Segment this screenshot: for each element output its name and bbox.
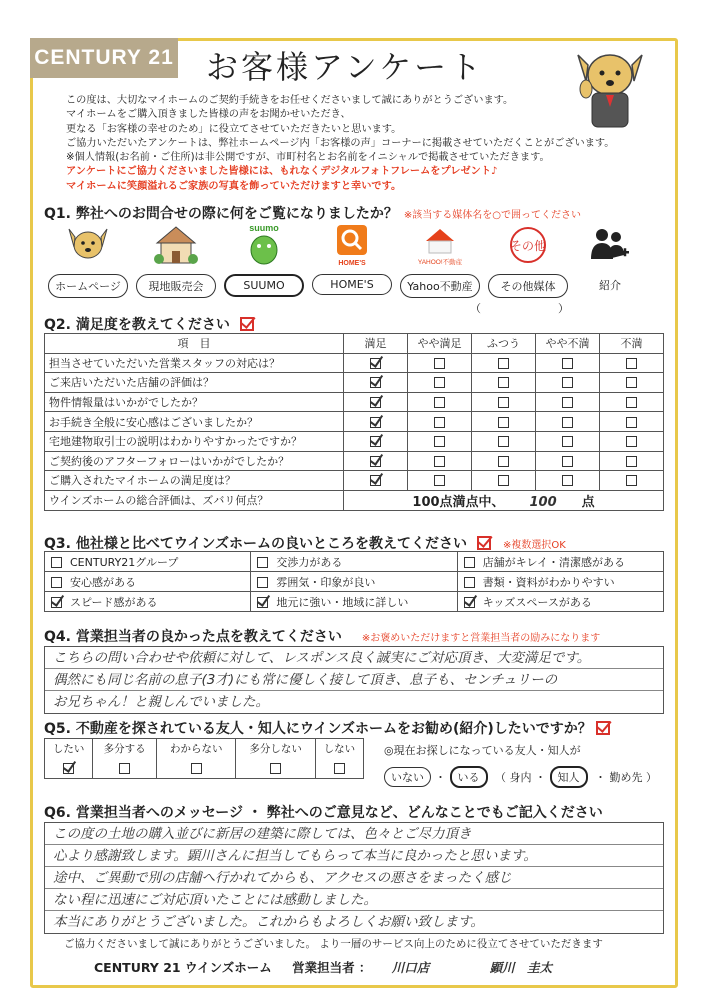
advantage-option[interactable] [251, 572, 457, 592]
checkbox[interactable] [498, 358, 509, 369]
recommend-option-cell [45, 759, 93, 779]
footer-staff-label: 営業担当者 ： [292, 960, 372, 975]
satisfaction-item-label: ご来店いただいた店舗の評価は？ [45, 373, 344, 393]
checkbox[interactable] [498, 417, 509, 428]
media-homes[interactable] [312, 222, 392, 295]
checkbox[interactable] [434, 456, 445, 467]
media-label: HOME'S [312, 274, 392, 295]
q6-answer-line: ない程に迅速にご対応頂いたことには感動しました。 [45, 889, 663, 911]
checkbox[interactable] [434, 475, 445, 486]
advantage-label: CENTURY21グループ [70, 555, 179, 569]
recommend-option-label: 多分しない [236, 739, 315, 759]
advantage-label: 地元に強い・地域に詳しい [276, 595, 409, 609]
media-other[interactable] [488, 222, 568, 298]
satisfaction-cell [600, 392, 664, 412]
homes-logo-text: HOME'S [338, 260, 366, 267]
media-label: SUUMO [224, 274, 304, 297]
checkbox[interactable] [434, 358, 445, 369]
checkbox[interactable] [370, 377, 381, 388]
checkbox[interactable] [464, 577, 475, 588]
checkbox[interactable] [562, 397, 573, 408]
checkbox[interactable] [51, 557, 62, 568]
checkbox[interactable] [626, 417, 637, 428]
q4-answer-line: こちらの問い合わせや依頼に対して、レスポンス良く誠実にご対応頂き、大変満足です。 [45, 647, 663, 669]
advantages-row [45, 552, 664, 572]
recommend-option-label: したい [45, 739, 93, 759]
checkbox[interactable] [257, 577, 268, 588]
checkbox[interactable] [434, 436, 445, 447]
checkbox[interactable] [626, 358, 637, 369]
recommend-option-cell [157, 759, 236, 779]
checkbox[interactable] [434, 417, 445, 428]
intro-present-line: アンケートにご協力くださいました皆様には、もれなくデジタルフォトフレームをプレゼント♪ [66, 166, 498, 178]
q4-answer-box[interactable] [44, 646, 664, 714]
media-suumo[interactable] [224, 222, 304, 297]
q6-answer-line: この度の土地の購入並びに新居の建築に際しては、色々とご尽力頂き [45, 823, 663, 845]
intro-line: 更なる「お客様の幸せのため」に役立てさせていただきたいと思います。 [66, 123, 402, 135]
yahoo-icon [417, 223, 463, 267]
q5-heading-text: Q5. 不動産を探されている友人・知人にウインズホームをお勧め(紹介)したいですか？ [44, 721, 592, 737]
house-icon [153, 223, 199, 267]
column-header: ふつう [472, 334, 536, 354]
advantages-table [44, 551, 664, 612]
recommend-option-cell [315, 759, 363, 779]
checkbox[interactable] [562, 456, 573, 467]
satisfaction-item-label: 宅地建物取引士の説明はわかりやすかったですか？ [45, 431, 344, 451]
other-icon [506, 223, 550, 267]
satisfaction-item-label: ご購入されたマイホームの満足度は？ [45, 471, 344, 491]
suumo-icon [241, 222, 287, 268]
referral-icon [588, 223, 632, 267]
intro-line: この度は、大切なマイホームのご契約手続きをお任せくださいまして誠にありがとうございます。 [66, 95, 514, 106]
satisfaction-cell [536, 373, 600, 393]
column-header: 不満 [600, 334, 664, 354]
satisfaction-cell [472, 451, 536, 471]
checkbox[interactable] [626, 397, 637, 408]
q6-heading [44, 802, 603, 822]
checkbox[interactable] [370, 358, 381, 369]
satisfaction-cell [536, 431, 600, 451]
recommend-option-cell [236, 759, 315, 779]
intro-present-line: マイホームに笑顔溢れるご家族の写真を飾っていただけますと幸いです。 [66, 180, 402, 192]
century21-logo: CENTURY 21 [30, 38, 178, 78]
q4-answer-line: お兄ちゃん！と親しんでいました。 [53, 694, 269, 710]
column-header: 項 目 [45, 334, 344, 354]
satisfaction-cell [472, 412, 536, 432]
checkbox[interactable] [562, 475, 573, 486]
satisfaction-cell [344, 431, 408, 451]
checkbox[interactable] [119, 763, 130, 774]
satisfaction-row [45, 471, 664, 491]
satisfaction-cell [536, 471, 600, 491]
checkbox[interactable] [562, 436, 573, 447]
q3-note: ※複数選択OK [503, 540, 566, 551]
checkbox[interactable] [498, 397, 509, 408]
advantage-option[interactable] [457, 552, 663, 572]
total-score-label: ウインズホームの総合評価は、ズバリ何点？ [45, 490, 344, 510]
checkbox[interactable] [370, 475, 381, 486]
advantage-option[interactable] [45, 552, 251, 572]
media-label: その他媒体 [488, 274, 568, 298]
recommend-option-label: 多分する [93, 739, 157, 759]
advantage-option[interactable] [251, 552, 457, 572]
satisfaction-cell [344, 471, 408, 491]
satisfaction-cell [600, 451, 664, 471]
q2-heading [44, 314, 254, 334]
media-label: 現地販売会 [136, 274, 216, 298]
satisfaction-cell [408, 373, 472, 393]
footer-staff-name: 顕川 圭太 [489, 960, 553, 975]
satisfaction-cell [408, 353, 472, 373]
satisfaction-item-label: お手続き全般に安心感はございましたか？ [45, 412, 344, 432]
satisfaction-cell [472, 431, 536, 451]
column-header: 満足 [344, 334, 408, 354]
advantage-option[interactable] [251, 592, 457, 612]
checkbox[interactable] [626, 436, 637, 447]
checkbox[interactable] [498, 475, 509, 486]
advantages-row [45, 572, 664, 592]
satisfaction-cell [600, 412, 664, 432]
q5-friend-status: ◎現在お探しになっている友人・知人が いない ・ いる （ 身内 ・ 知人 ・ 勤め先 ） [384, 742, 657, 788]
satisfaction-cell [408, 451, 472, 471]
checkbox[interactable] [257, 557, 268, 568]
intro-line: ご協力いただいたアンケートは、弊社ホームページ内「お客様の声」コーナーに掲載させていただくことがございます。 [66, 137, 615, 149]
satisfaction-cell [600, 373, 664, 393]
q2-heading-text: Q2. 満足度を教えてください [44, 317, 230, 333]
satisfaction-cell [472, 353, 536, 373]
pill-yes[interactable]: いる [450, 766, 488, 788]
intro-text [66, 94, 615, 194]
satisfaction-cell [344, 373, 408, 393]
satisfaction-row [45, 431, 664, 451]
satisfaction-cell [536, 353, 600, 373]
satisfaction-row [45, 451, 664, 471]
advantage-option[interactable] [457, 592, 663, 612]
checkbox[interactable] [370, 456, 381, 467]
column-header: やや不満 [536, 334, 600, 354]
recommend-option-cell [93, 759, 157, 779]
checkbox[interactable] [270, 763, 281, 774]
red-check-icon [477, 536, 491, 550]
checkbox[interactable] [434, 397, 445, 408]
red-check-icon [240, 317, 254, 331]
advantage-label: 書類・資料がわかりやすい [482, 575, 615, 589]
footer [94, 958, 568, 976]
q3-heading-text: Q3. 他社様と比べてウインズホームの良いところを教えてください [44, 536, 467, 552]
other-media-paren: （ ） [470, 302, 569, 315]
advantage-option[interactable] [45, 592, 251, 612]
checkbox[interactable] [370, 436, 381, 447]
media-options [40, 222, 640, 297]
checkbox[interactable] [464, 597, 475, 608]
satisfaction-cell [536, 392, 600, 412]
satisfaction-item-label: ご契約後のアフターフォローはいかがでしたか？ [45, 451, 344, 471]
media-homepage[interactable] [48, 222, 128, 298]
q3-heading [44, 533, 566, 553]
satisfaction-row [45, 392, 664, 412]
satisfaction-cell [408, 392, 472, 412]
checkbox[interactable] [562, 358, 573, 369]
total-score-cell [344, 490, 664, 510]
advantage-label: 安心感がある [70, 575, 136, 589]
recommend-option-label: わからない [157, 739, 236, 759]
satisfaction-cell [600, 471, 664, 491]
satisfaction-row [45, 412, 664, 432]
satisfaction-cell [344, 412, 408, 432]
checkbox[interactable] [191, 763, 202, 774]
advantage-label: キッズスペースがある [482, 595, 592, 609]
checkbox[interactable] [370, 397, 381, 408]
q6-answer-box[interactable] [44, 822, 664, 934]
recommend-table [44, 738, 364, 779]
satisfaction-cell [344, 392, 408, 412]
advantage-option[interactable] [457, 572, 663, 592]
satisfaction-cell [344, 353, 408, 373]
mascot-icon [66, 223, 110, 267]
advantage-option[interactable] [45, 572, 251, 592]
checkbox[interactable] [434, 377, 445, 388]
column-header: やや満足 [408, 334, 472, 354]
media-label: 紹介 [570, 274, 650, 296]
relation-acquaintance[interactable]: 知人 [550, 766, 588, 788]
satisfaction-cell [600, 431, 664, 451]
media-label: Yahoo不動産 [400, 274, 480, 298]
total-score-value[interactable]: 100 [529, 494, 557, 510]
q1-heading-text: Q1. 弊社へのお問合せの際に何をご覧になりましたか？ [44, 206, 398, 222]
advantage-label: 店舗がキレイ・清潔感がある [482, 555, 625, 569]
checkbox[interactable] [257, 597, 268, 608]
q1-note: ※該当する媒体名を○で囲ってください [403, 210, 581, 221]
advantage-label: 交渉力がある [276, 555, 343, 569]
footer-thanks: ご協力くださいまして誠にありがとうございました。 より一層のサービス向上のために役立てさせていただきます [64, 938, 603, 950]
suumo-logo-text: suumo [249, 223, 279, 233]
satisfaction-cell [472, 392, 536, 412]
red-check-icon [596, 721, 610, 735]
advantage-label: 雰囲気・印象が良い [276, 575, 376, 589]
checkbox[interactable] [51, 577, 62, 588]
checkbox[interactable] [334, 763, 345, 774]
page-title: お客様アンケート [206, 48, 485, 86]
checkbox[interactable] [370, 417, 381, 428]
media-label: ホームページ [48, 274, 128, 298]
pill-none[interactable]: いない [384, 767, 431, 787]
relation-close: ・ 勤め先 ） [595, 771, 657, 784]
relation-open: （ 身内 ・ [495, 771, 546, 784]
satisfaction-item-label: 物件情報量はいかがでしたか？ [45, 392, 344, 412]
checkbox[interactable] [562, 417, 573, 428]
media-open-house[interactable] [136, 222, 216, 298]
q4-answer-line: 偶然にも同じ名前の息子(3才)にも常に優しく接して頂き、息子も、センチュリーの [45, 669, 663, 691]
satisfaction-cell [408, 471, 472, 491]
media-yahoo[interactable] [400, 222, 480, 298]
footer-branch: 川口店 [391, 960, 430, 975]
total-score-prefix: 100点満点中、 [412, 494, 505, 510]
satisfaction-row [45, 353, 664, 373]
checkbox[interactable] [51, 597, 62, 608]
satisfaction-cell [408, 412, 472, 432]
checkbox[interactable] [63, 763, 74, 774]
intro-line: マイホームをご購入頂きました皆様の声をお聞かせいただき、 [66, 109, 351, 121]
intro-line: ※個人情報(お名前・ご住所)は非公開ですが、市町村名とお名前をイニシャルで掲載させていただきます。 [66, 152, 550, 164]
checkbox[interactable] [498, 456, 509, 467]
q1-heading [44, 203, 581, 223]
checkbox[interactable] [464, 557, 475, 568]
q5-heading [44, 718, 610, 738]
satisfaction-cell [408, 431, 472, 451]
q6-heading-text: Q6. 営業担当者へのメッセージ ・ 弊社へのご意見など、どんなことでもご記入ください [44, 805, 603, 821]
q4-note: ※お褒めいただけますと営業担当者の励みになります [361, 633, 601, 644]
satisfaction-cell [600, 353, 664, 373]
satisfaction-table [44, 333, 664, 511]
q5-side-label: ◎現在お探しになっている友人・知人が [384, 744, 581, 757]
satisfaction-cell [472, 373, 536, 393]
q4-heading-text: Q4. 営業担当者の良かった点を教えてください [44, 629, 342, 645]
recommend-option-label: しない [315, 739, 363, 759]
satisfaction-cell [472, 471, 536, 491]
satisfaction-item-label: 担当させていただいた営業スタッフの対応は？ [45, 353, 344, 373]
q6-answer-line: 心より感謝致します。顕川さんに担当してもらって本当に良かったと思います。 [45, 845, 663, 867]
checkbox[interactable] [498, 436, 509, 447]
satisfaction-cell [536, 412, 600, 432]
advantages-row [45, 592, 664, 612]
q6-answer-line: 途中、ご異動で別の店舗へ行かれてからも、アクセスの悪さをまったく感じ [45, 867, 663, 889]
satisfaction-row [45, 373, 664, 393]
q4-heading [44, 626, 600, 646]
satisfaction-cell [344, 451, 408, 471]
checkbox[interactable] [626, 456, 637, 467]
checkbox[interactable] [626, 377, 637, 388]
total-score-suffix: 点 [581, 494, 595, 510]
checkbox[interactable] [562, 377, 573, 388]
checkbox[interactable] [626, 475, 637, 486]
media-referral[interactable] [570, 222, 650, 296]
homes-icon [331, 223, 373, 267]
footer-company: CENTURY 21 ウインズホーム [94, 960, 272, 975]
yahoo-logo-text: YAHOO!不動産 [417, 259, 463, 266]
satisfaction-cell [536, 451, 600, 471]
other-logo-text: その他 [509, 239, 547, 253]
checkbox[interactable] [498, 377, 509, 388]
q6-answer-line: 本当にありがとうございました。これからもよろしくお願い致します。 [53, 914, 484, 930]
advantage-label: スピード感がある [70, 595, 158, 609]
